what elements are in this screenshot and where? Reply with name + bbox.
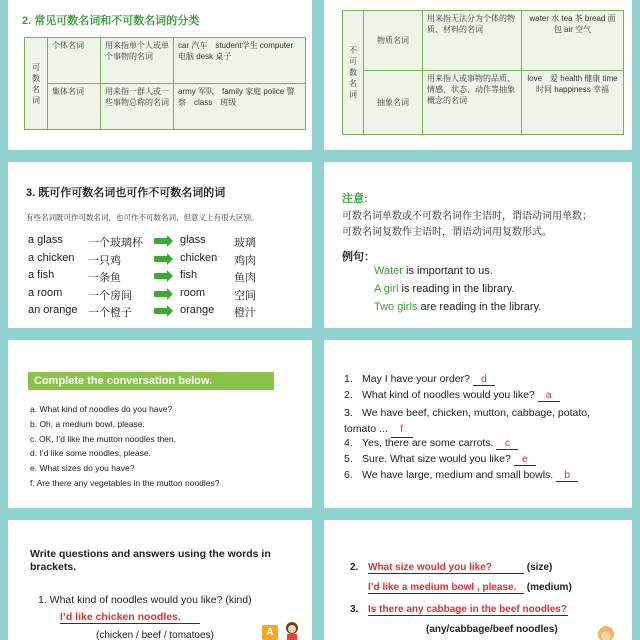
list-item: a. What kind of noodles do you have?: [30, 404, 173, 414]
banner: Complete the conversation below.: [28, 372, 274, 390]
answer: I’d like chicken noodles.: [60, 611, 200, 624]
list-item: 6. We have large, medium and small bowls. b: [344, 469, 622, 485]
noun-desc: 用来指一群人或一些事物总称的名词: [101, 84, 174, 130]
slide-title: 2. 常见可数名词和不可数名词的分类: [22, 15, 200, 27]
question-row: 2. What size would you like? (size): [350, 562, 553, 573]
slide-uncountable-nouns: [324, 0, 632, 150]
list-item: b. Oh, a medium bowl, please.: [30, 418, 145, 429]
noun-examples: army 军队 family 家庭 police 警察 class 班级: [174, 84, 306, 130]
arrow-icon: [154, 291, 168, 297]
note-label: 注意:: [342, 193, 368, 205]
list-item: 4. Yes, there are some carrots. c: [344, 437, 622, 453]
slide-conversation-answers: [324, 340, 632, 508]
noun-pair: a fish 一条鱼 fish 鱼肉: [28, 269, 256, 284]
question-row: 3. Is there any cabbage in the beef noodles?: [350, 604, 567, 615]
hint: (any/cabbage/beef noodles): [426, 624, 558, 635]
list-item: 5. Sure. What size would you like? e: [344, 453, 622, 469]
slide-subtitle: 有些名词既可作可数名词，也可作不可数名词，但意义上有很大区别。: [26, 213, 259, 222]
answer-list: [344, 373, 622, 485]
list-item: 2. What kind of noodles would you like? a: [344, 389, 622, 405]
slide-subject-verb-note: [324, 162, 632, 328]
example-label: 例句：: [342, 251, 375, 263]
option-list: [30, 402, 220, 491]
noun-type: 物质名词: [364, 11, 423, 71]
noun-desc: 用来指单个人或单个事物的名词: [101, 38, 174, 84]
noun-pair: an orange 一个橙子 orange 橙汁: [28, 304, 256, 319]
list-item: c. OK, I’d like the mutton noodles then.: [30, 433, 176, 444]
noun-type: 个体名词: [48, 38, 101, 84]
list-item: d. I’d like some noodles, please.: [30, 448, 151, 459]
slide-title: Write questions and answers using the words in brackets.: [30, 548, 271, 573]
noun-desc: 用来指人或事物的品质、情感、状态、动作等抽象概念的名词: [423, 71, 522, 135]
answer-row: I’d like a medium bowl , please. (medium): [368, 582, 572, 593]
group-label: 可数名词: [25, 38, 48, 130]
noun-pair: a glass 一个玻璃杯 glass 玻璃: [28, 234, 256, 249]
slide-title: 3. 既可作可数名词也可作不可数名词的词: [26, 187, 226, 199]
list-item: f. Are there any vegetables in the mutton noodles?: [30, 477, 220, 488]
hint: (chicken / beef / tomatoes): [96, 630, 214, 640]
question: 1. What kind of noodles would you like? (kind): [38, 594, 252, 606]
note-line: 可数名词复数作主语时，谓语动词用复数形式。: [342, 227, 552, 238]
slide-question-answers: [324, 520, 632, 640]
noun-examples: love 爱 health 健康 time 时间 happiness 幸福: [522, 71, 624, 135]
noun-pair-list: [28, 234, 268, 322]
arrow-icon: [154, 256, 168, 262]
slide-write-questions: [8, 520, 312, 640]
noun-pair: a chicken 一只鸡 chicken 鸡肉: [28, 251, 256, 267]
girl-icon: [282, 620, 302, 640]
group-label: 不可数名词: [343, 11, 364, 135]
letter-block-icon: A: [262, 625, 278, 640]
countable-table: [24, 37, 306, 130]
example-sentence: A girl is reading in the library.: [374, 283, 515, 295]
arrow-icon: [154, 273, 168, 279]
example-sentence: Two girls are reading in the library.: [374, 301, 542, 313]
list-item: e. What sizes do you have?: [30, 463, 135, 474]
slide-conversation-options: [8, 340, 312, 508]
list-item: 1. May I have your order? d: [344, 373, 622, 389]
arrow-icon: [154, 238, 168, 244]
noun-pair: a room 一个房间 room 空间: [28, 286, 256, 302]
slide-countable-nouns: [8, 0, 312, 150]
note-line: 可数名词单数或不可数名词作主语时，谓语动词用单数；: [342, 211, 592, 222]
uncountable-table: [342, 10, 624, 135]
noun-desc: 用来指无法分为个体的物质、材料的名词: [423, 11, 522, 71]
slide-dual-nouns: [8, 162, 312, 328]
noun-type: 集体名词: [48, 84, 101, 130]
noun-examples: car 汽车 student学生 computer 电脑 desk 桌子: [174, 38, 306, 84]
example-sentence: Water is important to us.: [374, 265, 493, 277]
girl-icon: [594, 624, 618, 640]
noun-examples: water 水 tea 茶 bread 面包 air 空气: [522, 11, 624, 71]
noun-type: 抽象名词: [364, 71, 423, 135]
arrow-icon: [154, 308, 168, 314]
list-item: 3. We have beef, chicken, mutton, cabbage, potato, tomato ... f: [344, 405, 622, 437]
